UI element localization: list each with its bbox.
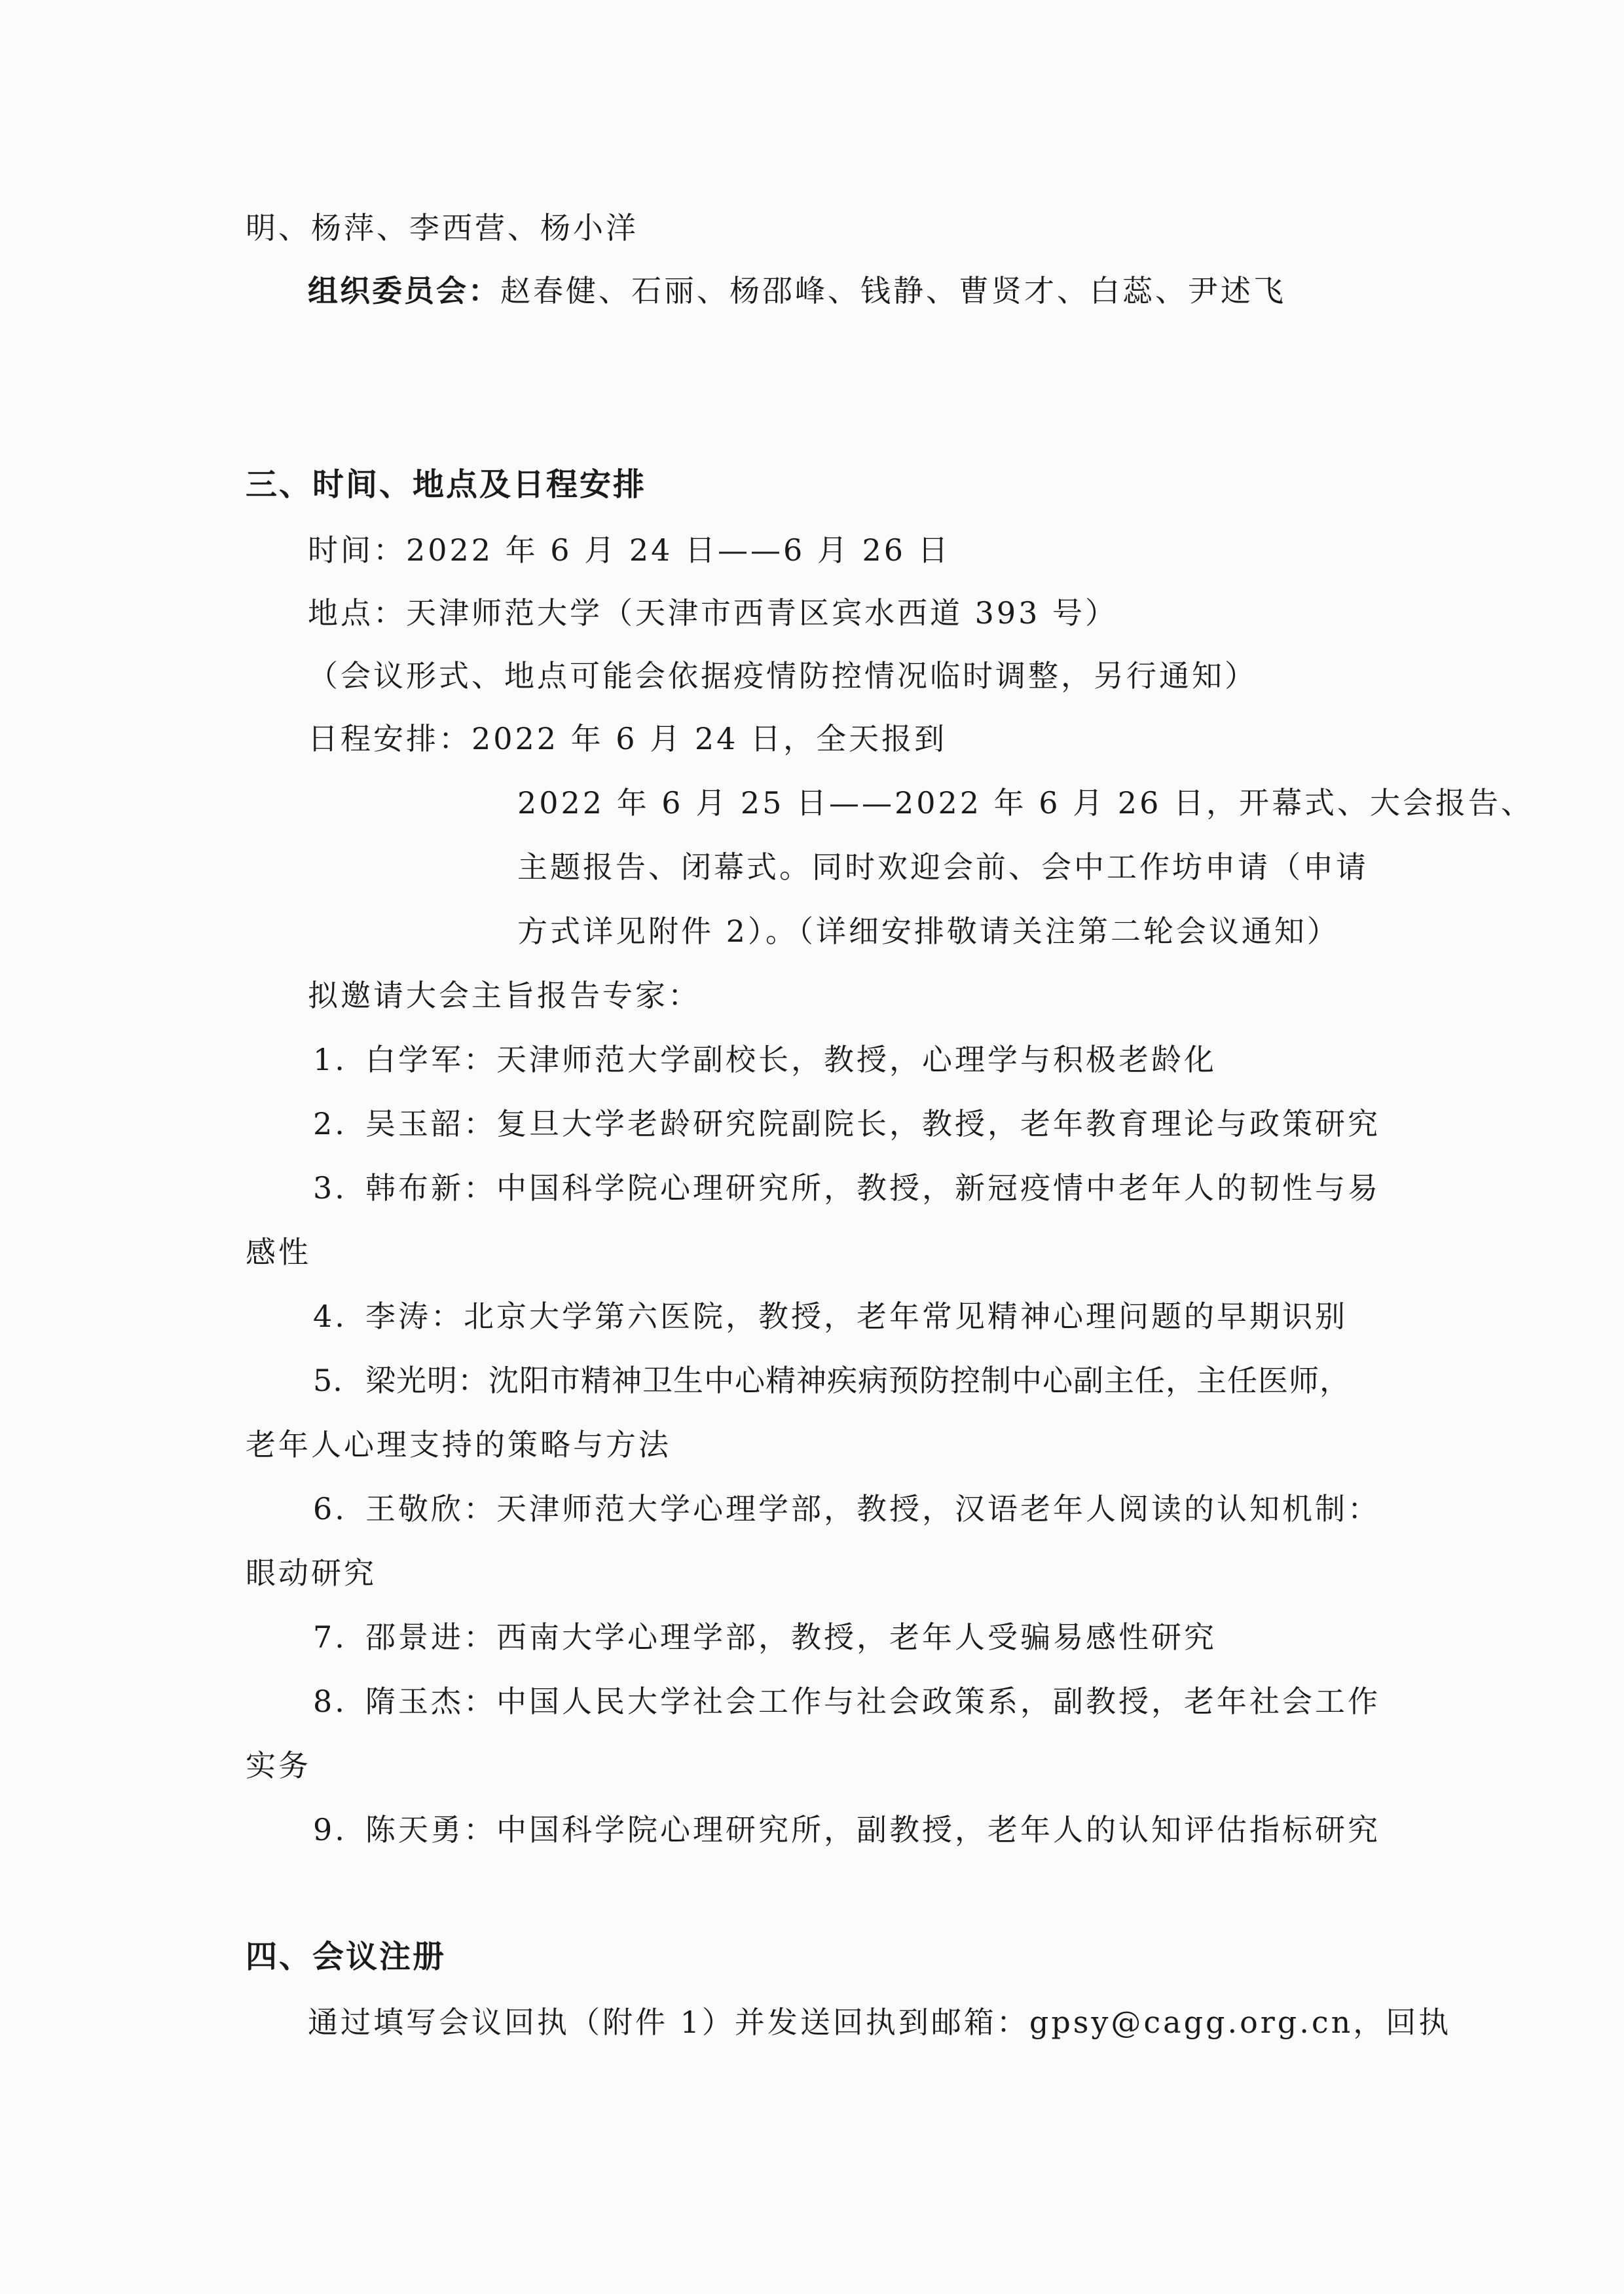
speaker-number: 3. (313, 1170, 347, 1206)
registration-body: 通过填写会议回执（附件 1）并发送回执到邮箱：gpsy@cagg.org.cn，回执 (308, 2005, 1452, 2040)
speaker-text: 韩布新：中国科学院心理研究所，教授，新冠疫情中老年人的韧性与易 (365, 1170, 1380, 1206)
speaker-number: 6. (313, 1491, 347, 1526)
speaker-item-8-continuation: 实务 (246, 1748, 311, 1783)
speaker-number: 7. (313, 1619, 347, 1655)
schedule-line-4: 方式详见附件 2）。（详细安排敬请关注第二轮会议通知） (517, 914, 1340, 949)
speaker-item-3-continuation: 感性 (246, 1234, 311, 1270)
speaker-item-5-continuation: 老年人心理支持的策略与方法 (246, 1427, 671, 1462)
speaker-item-4 (313, 1297, 1348, 1336)
speaker-item-7 (313, 1618, 1217, 1657)
speaker-number: 9. (313, 1812, 347, 1847)
speaker-text: 李涛：北京大学第六医院，教授，老年常见精神心理问题的早期识别 (365, 1299, 1348, 1334)
speaker-number: 4. (313, 1299, 347, 1334)
meeting-time: 时间：2022 年 6 月 24 日——6 月 26 日 (308, 532, 951, 568)
speaker-item-1 (313, 1040, 1217, 1079)
schedule-line-3: 主题报告、闭幕式。同时欢迎会前、会中工作坊申请（申请 (517, 849, 1369, 885)
speaker-text: 梁光明：沈阳市精神卫生中心精神疾病预防控制中心副主任，主任医师， (365, 1363, 1350, 1398)
org-committee-members: 赵春健、石丽、杨邵峰、钱静、曹贤才、白蕊、尹述飞 (500, 273, 1286, 308)
speaker-text: 隋玉杰：中国人民大学社会工作与社会政策系，副教授，老年社会工作 (365, 1684, 1380, 1719)
speaker-item-6 (313, 1489, 1380, 1528)
speaker-number: 1. (313, 1042, 347, 1077)
speaker-number: 8. (313, 1684, 347, 1719)
speaker-item-9 (313, 1810, 1380, 1849)
schedule-line-2: 2022 年 6 月 25 日——2022 年 6 月 26 日，开幕式、大会报告、 (517, 785, 1534, 821)
speaker-item-8 (313, 1682, 1380, 1721)
org-committee-label: 组织委员会： (308, 273, 500, 308)
speaker-item-5 (313, 1361, 1350, 1400)
schedule-line-1: 日程安排：2022 年 6 月 24 日，全天报到 (308, 721, 947, 756)
speaker-item-6-continuation: 眼动研究 (246, 1555, 377, 1591)
committee-continuation: 明、杨萍、李西营、杨小洋 (246, 210, 638, 246)
speaker-item-3 (313, 1168, 1380, 1208)
speaker-text: 王敬欣：天津师范大学心理学部，教授，汉语老年人阅读的认知机制： (365, 1491, 1380, 1526)
meeting-note: （会议形式、地点可能会依据疫情防控情况临时调整，另行通知） (308, 658, 1257, 694)
section-4-heading: 四、会议注册 (246, 1938, 447, 1975)
speaker-number: 2. (313, 1106, 347, 1141)
speaker-item-2 (313, 1104, 1380, 1143)
section-3-heading: 三、时间、地点及日程安排 (246, 466, 647, 503)
speaker-text: 白学军：天津师范大学副校长，教授，心理学与积极老龄化 (365, 1042, 1217, 1077)
speaker-text: 邵景进：西南大学心理学部，教授，老年人受骗易感性研究 (365, 1619, 1217, 1655)
speaker-text: 吴玉韶：复旦大学老龄研究院副院长，教授，老年教育理论与政策研究 (365, 1106, 1380, 1141)
speaker-text: 陈天勇：中国科学院心理研究所，副教授，老年人的认知评估指标研究 (365, 1812, 1380, 1847)
speaker-number: 5. (313, 1363, 343, 1398)
speakers-intro: 拟邀请大会主旨报告专家： (308, 978, 701, 1013)
organizing-committee (308, 271, 1286, 310)
meeting-place: 地点：天津师范大学（天津市西青区宾水西道 393 号） (308, 595, 1118, 631)
